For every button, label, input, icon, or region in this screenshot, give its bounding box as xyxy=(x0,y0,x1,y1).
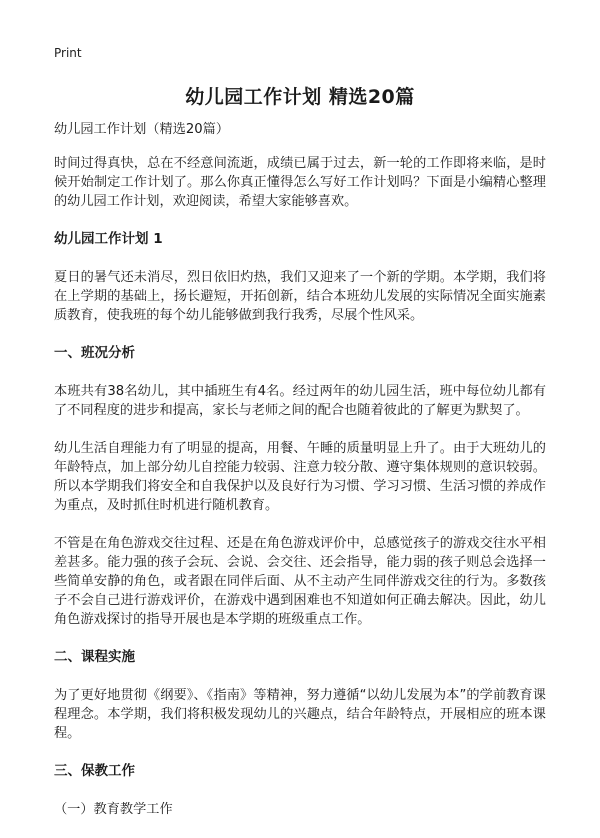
intro-paragraph: 时间过得真快，总在不经意间流逝，成绩已属于过去，新一轮的工作即将来临，是时候开始制定工作计划了。那么你真正懂得怎么写好工作计划吗？下面是小编精心整理的幼儿园工作计划，欢迎阅读，希望大家能够喜欢。 xyxy=(54,156,546,209)
section2-heading: 二、课程实施 xyxy=(54,649,135,665)
article-subtitle: 幼儿园工作计划（精选20篇） xyxy=(54,122,230,137)
section1-paragraph-1: 本班共有38名幼儿，其中插班生有4名。经过两年的幼儿园生活，班中每位幼儿都有了不同程度的进步和提高，家长与老师之间的配合也随着彼此的了解更为默契了。 xyxy=(54,384,546,418)
article-body xyxy=(54,120,546,838)
print-link[interactable]: Print xyxy=(54,46,82,60)
plan1-heading: 幼儿园工作计划 1 xyxy=(54,231,163,247)
section1-paragraph-2: 幼儿生活自理能力有了明显的提高，用餐、午睡的质量明显上升了。由于大班幼儿的年龄特点，加上部分幼儿自控能力较弱、注意力较分散、遵守集体规则的意识较弱。所以本学期我们将安全和自我保护以及良好行为习惯、学习习惯、生活习惯的养成作为重点，及时抓住时机进行随机教育。 xyxy=(54,441,546,513)
page-title: 幼儿园工作计划 精选20篇 xyxy=(185,86,415,108)
section2-paragraph: 为了更好地贯彻《纲要》、《指南》等精神，努力遵循“以幼儿发展为本”的学前教育课程理念。本学期，我们将积极发现幼儿的兴趣点，结合年龄特点，开展相应的班本课程。 xyxy=(54,688,546,741)
section3-heading: 三、保教工作 xyxy=(54,763,135,779)
section1-paragraph-3: 不管是在角色游戏交往过程、还是在角色游戏评价中，总感觉孩子的游戏交往水平相差甚多。能力强的孩子会玩、会说、会交往、还会指导，能力弱的孩子则总会选择一些简单安静的角色，或者跟在同伴后面、从不主动产生同伴游戏交往的行为。多数孩子不会自己进行游戏评价，在游戏中遇到困难也不知道如何正确去解决。因此，幼儿角色游戏探讨的指导开展也是本学期的班级重点工作。 xyxy=(54,536,546,627)
section1-heading: 一、班况分析 xyxy=(54,345,135,361)
plan1-intro-paragraph: 夏日的暑气还未消尽，烈日依旧灼热，我们又迎来了一个新的学期。本学期，我们将在上学期的基础上，扬长避短，开拓创新，结合本班幼儿发展的实际情况全面实施素质教育，使我班的每个幼儿能够做到我行我秀，尽展个性风采。 xyxy=(54,270,546,323)
section3-subheading: （一）教育教学工作 xyxy=(54,802,173,817)
